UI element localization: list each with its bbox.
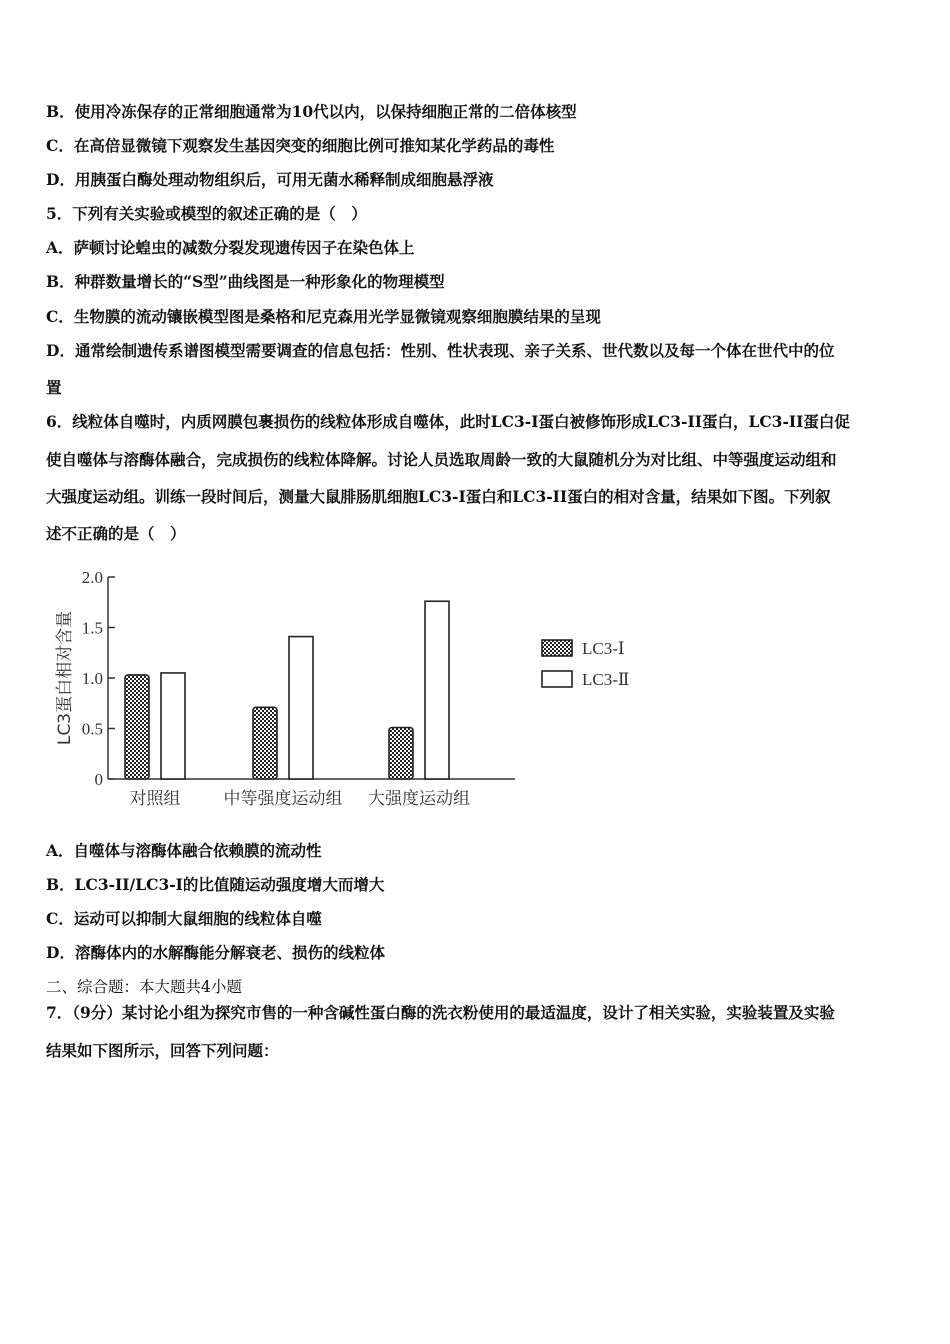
- section-2-heading: 二、综合题：本大题共4小题: [46, 978, 242, 996]
- option-a-q5: A．萨顿讨论蝗虫的减数分裂发现遗传因子在染色体上: [46, 238, 415, 257]
- y-tick-label: 1.5: [81, 618, 103, 638]
- lc3-bar-chart: [40, 556, 660, 826]
- bar-lc3-i-0: [125, 675, 149, 779]
- option-d-q5: D．通常绘制遗传系谱图模型需要调查的信息包括：性别、性状表现、亲子关系、世代数以及每一个体在世代中的位: [46, 341, 835, 360]
- x-category-label: 大强度运动组: [368, 789, 470, 809]
- legend-label: LC3-Ⅱ: [582, 670, 630, 689]
- option-d-q6: D．溶酶体内的水解酶能分解衰老、损伤的线粒体: [46, 943, 385, 962]
- bar-lc3-i-2: [389, 727, 413, 779]
- option-b-q6: B．LC3-II/LC3-I的比值随运动强度增大而增大: [46, 875, 385, 894]
- x-category-label: 对照组: [129, 789, 181, 809]
- legend-swatch: [542, 640, 572, 656]
- y-tick-label: 0.5: [81, 719, 103, 739]
- bar-lc3-i-1: [253, 707, 277, 779]
- y-tick-label: 1.0: [81, 669, 103, 688]
- y-axis-label: LC3蛋白相对含量: [55, 610, 75, 746]
- question-5-stem: 5．下列有关实验或模型的叙述正确的是（ ）: [46, 204, 367, 223]
- question-6-stem-1: 6．线粒体自噬时，内质网膜包裹损伤的线粒体形成自噬体，此时LC3-I蛋白被修饰形成LC3-II蛋白，LC3-II蛋白促: [46, 412, 850, 431]
- option-b-q5: B．种群数量增长的“S型”曲线图是一种形象化的物理模型: [46, 272, 445, 291]
- x-category-label: 中等强度运动组: [223, 789, 343, 809]
- bar-lc3-ii-0: [161, 673, 185, 779]
- bar-lc3-ii-1: [289, 637, 313, 779]
- y-tick-label: 0: [94, 770, 103, 789]
- question-6-stem-2: 使自噬体与溶酶体融合，完成损伤的线粒体降解。讨论人员选取周龄一致的大鼠随机分为对比组、中等强度运动组和: [46, 450, 837, 469]
- option-a-q6: A．自噬体与溶酶体融合依赖膜的流动性: [46, 841, 322, 860]
- legend-label: LC3-Ⅰ: [582, 639, 625, 658]
- option-d-q4: D．用胰蛋白酶处理动物组织后，可用无菌水稀释制成细胞悬浮液: [46, 170, 494, 189]
- question-6-stem-4: 述不正确的是（ ）: [46, 524, 186, 543]
- option-c-q4: C．在高倍显微镜下观察发生基因突变的细胞比例可推知某化学药品的毒性: [46, 136, 555, 155]
- option-d-q5-cont: 置: [46, 378, 62, 397]
- option-b-q4: B．使用冷冻保存的正常细胞通常为10代以内，以保持细胞正常的二倍体核型: [46, 102, 577, 121]
- bar-lc3-ii-2: [425, 601, 449, 779]
- question-7-stem-1: 7．（9分）某讨论小组为探究市售的一种含碱性蛋白酶的洗衣粉使用的最适温度，设计了相关实验，实验装置及实验: [46, 1003, 835, 1022]
- option-c-q6: C．运动可以抑制大鼠细胞的线粒体自噬: [46, 909, 322, 928]
- question-7-stem-2: 结果如下图所示，回答下列问题：: [46, 1041, 279, 1060]
- chart-svg: [40, 556, 660, 826]
- legend-swatch: [542, 671, 572, 687]
- option-c-q5: C．生物膜的流动镶嵌模型图是桑格和尼克森用光学显微镜观察细胞膜结果的呈现: [46, 307, 601, 326]
- y-tick-label: 2.0: [81, 568, 103, 587]
- question-6-stem-3: 大强度运动组。训练一段时间后，测量大鼠腓肠肌细胞LC3-I蛋白和LC3-II蛋白的相对含量，结果如下图。下列叙: [46, 487, 831, 506]
